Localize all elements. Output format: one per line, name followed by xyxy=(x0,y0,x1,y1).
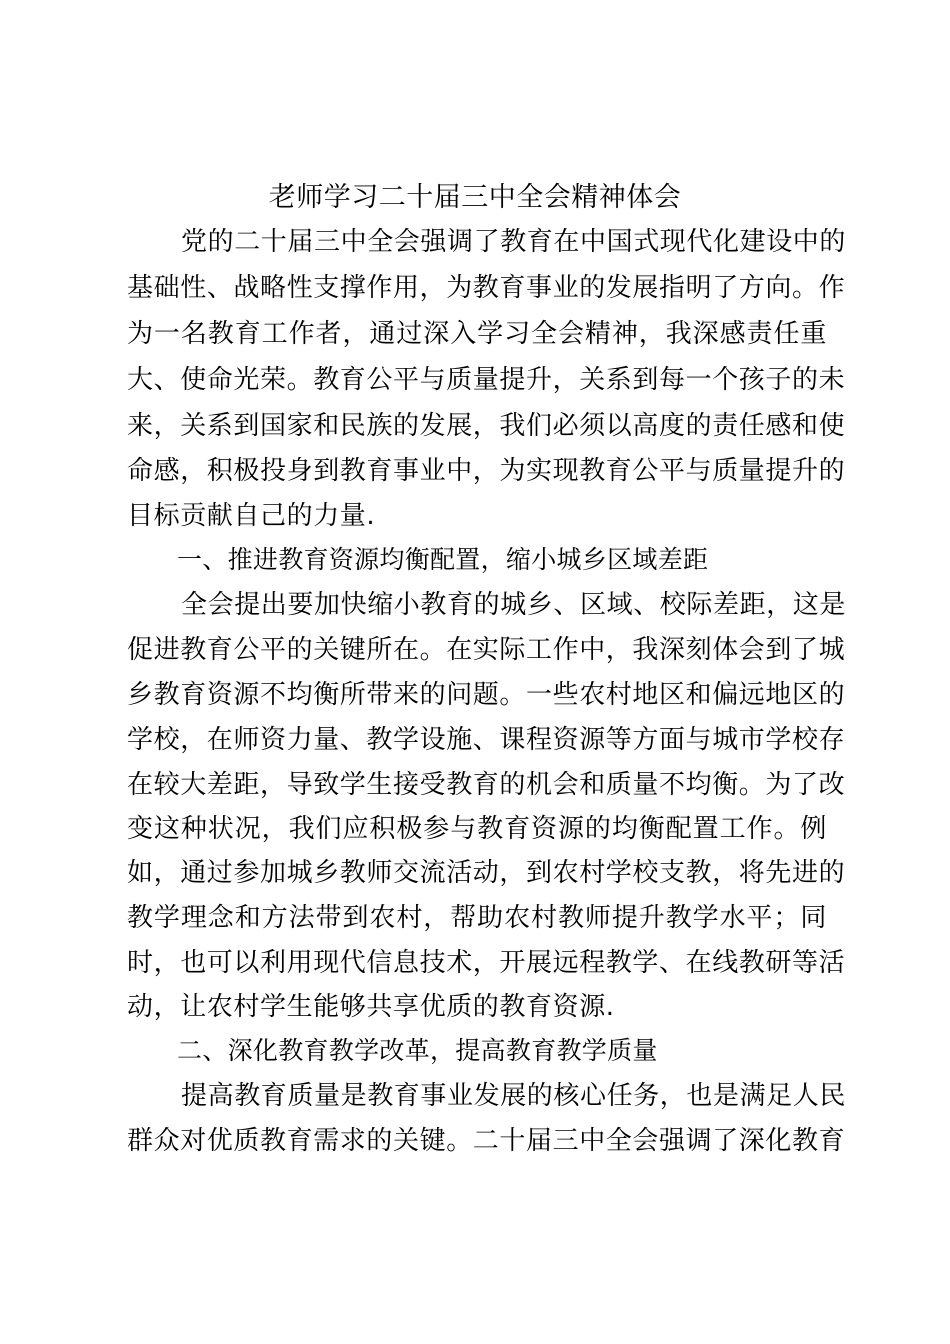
document-title: 老师学习二十届三中全会精神体会 xyxy=(268,182,682,213)
paragraph-line: 命感，积极投身到教育事业中，为实现教育公平与质量提升的 xyxy=(127,456,846,486)
paragraph-line: 基础性、战略性支撑作用，为教育事业的发展指明了方向。作 xyxy=(127,273,846,303)
paragraph-line: 大、使命光荣。教育公平与质量提升，关系到每一个孩子的未 xyxy=(127,365,846,395)
paragraph-line: 来，关系到国家和民族的发展，我们必须以高度的责任感和使 xyxy=(127,411,846,441)
paragraph-line: 教学理念和方法带到农村，帮助农村教师提升教学水平；同 xyxy=(127,903,827,933)
paragraph-line: 时，也可以利用现代信息技术，开展远程教学、在线教研等活 xyxy=(127,948,846,978)
section-heading-1: 一、推进教育资源均衡配置，缩小城乡区域差距 xyxy=(177,545,709,574)
paragraph-line: 促进教育公平的关键所在。在实际工作中，我深刻体会到了城 xyxy=(127,635,846,665)
paragraph-line: 动，让农村学生能够共享优质的教育资源. xyxy=(127,992,615,1022)
paragraph-line: 提高教育质量是教育事业发展的核心任务，也是满足人民 xyxy=(181,1081,847,1111)
paragraph-line: 全会提出要加快缩小教育的城乡、区域、校际差距，这是 xyxy=(181,590,847,620)
paragraph-line: 乡教育资源不均衡所带来的问题。一些农村地区和偏远地区的 xyxy=(127,680,846,710)
paragraph-line: 目标贡献自己的力量. xyxy=(127,501,376,531)
paragraph-line: 为一名教育工作者，通过深入学习全会精神，我深感责任重 xyxy=(127,319,827,349)
paragraph-line: 变这种状况，我们应积极参与教育资源的均衡配置工作。例 xyxy=(127,814,827,844)
paragraph-line: 群众对优质教育需求的关键。二十届三中全会强调了深化教育 xyxy=(127,1126,846,1156)
paragraph-line: 在较大差距，导致学生接受教育的机会和质量不均衡。为了改 xyxy=(127,770,846,800)
paragraph-line: 如，通过参加城乡教师交流活动，到农村学校支教，将先进的 xyxy=(127,858,846,888)
paragraph-line: 党的二十届三中全会强调了教育在中国式现代化建设中的 xyxy=(181,227,847,257)
paragraph-line: 学校，在师资力量、教学设施、课程资源等方面与城市学校存 xyxy=(127,725,846,755)
section-heading-2: 二、深化教育教学改革，提高教育教学质量 xyxy=(177,1036,658,1065)
